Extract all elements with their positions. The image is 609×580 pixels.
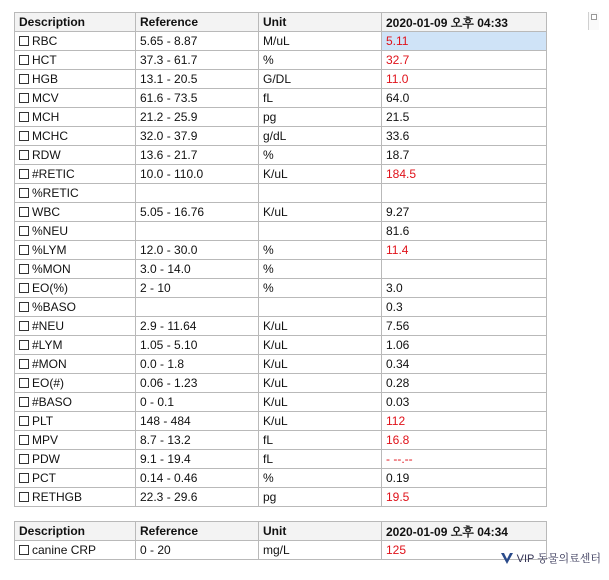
row-reference: 0.14 - 0.46 (140, 471, 198, 485)
row-unit: K/uL (263, 167, 288, 181)
row-reference-cell (136, 146, 259, 165)
header-description[interactable]: Description (15, 522, 136, 541)
row-description-cell (15, 241, 136, 260)
logo-text: VIP 동물의료센터 (516, 553, 601, 565)
scroll-thumb[interactable] (591, 14, 597, 20)
row-unit-cell (259, 70, 382, 89)
row-description-cell (15, 51, 136, 70)
row-description: RETHGB (32, 490, 83, 504)
row-unit: g/dL (263, 129, 287, 143)
row-checkbox[interactable] (19, 283, 29, 293)
row-description: #BASO (32, 395, 73, 409)
table-row[interactable] (15, 203, 547, 222)
row-checkbox[interactable] (19, 302, 29, 312)
table-row[interactable] (15, 488, 547, 507)
row-reference: 9.1 - 19.4 (140, 452, 191, 466)
row-reference: 13.1 - 20.5 (140, 72, 198, 86)
row-value-cell (382, 89, 547, 108)
row-checkbox[interactable] (19, 359, 29, 369)
row-description-cell (15, 374, 136, 393)
table-row[interactable] (15, 469, 547, 488)
row-description: EO(#) (32, 376, 65, 390)
row-reference-cell (136, 51, 259, 70)
header-timestamp[interactable]: 2020-01-09 오후 04:33 (382, 13, 547, 32)
row-unit-cell (259, 279, 382, 298)
row-checkbox[interactable] (19, 454, 29, 464)
row-description-cell (15, 355, 136, 374)
row-value: 0.28 (386, 376, 410, 390)
row-checkbox[interactable] (19, 207, 29, 217)
row-reference-cell (136, 336, 259, 355)
row-description-cell (15, 32, 136, 51)
row-reference: 5.65 - 8.87 (140, 34, 198, 48)
row-unit: K/uL (263, 205, 288, 219)
row-description: PCT (32, 471, 56, 485)
table-row[interactable] (15, 146, 547, 165)
row-value-cell (382, 469, 547, 488)
row-description: EO(%) (32, 281, 68, 295)
row-checkbox[interactable] (19, 340, 29, 350)
row-value: 21.5 (386, 110, 410, 124)
row-value: 3.0 (386, 281, 403, 295)
row-description: HGB (32, 72, 59, 86)
row-reference-cell (136, 222, 259, 241)
row-unit-cell (259, 355, 382, 374)
header-unit[interactable]: Unit (259, 522, 382, 541)
row-value: 184.5 (386, 167, 417, 181)
row-description: %MON (32, 262, 71, 276)
table-row[interactable] (15, 241, 547, 260)
row-checkbox[interactable] (19, 169, 29, 179)
row-reference-cell (136, 127, 259, 146)
row-unit-cell (259, 165, 382, 184)
row-unit: K/uL (263, 338, 288, 352)
row-unit-cell (259, 51, 382, 70)
table-row[interactable] (15, 70, 547, 89)
row-description: WBC (32, 205, 60, 219)
row-description-cell (15, 222, 136, 241)
row-reference: 37.3 - 61.7 (140, 53, 198, 67)
row-value-cell (382, 298, 547, 317)
row-unit-cell (259, 431, 382, 450)
row-unit-cell (259, 374, 382, 393)
row-unit: pg (263, 490, 277, 504)
row-reference: 2 - 10 (140, 281, 171, 295)
row-value-cell (382, 51, 547, 70)
row-checkbox[interactable] (19, 545, 29, 555)
row-unit-cell (259, 469, 382, 488)
table-row[interactable] (15, 450, 547, 469)
row-value: 19.5 (386, 490, 410, 504)
row-value: 81.6 (386, 224, 410, 238)
row-reference-cell (136, 298, 259, 317)
row-description: %NEU (32, 224, 69, 238)
row-reference: 3.0 - 14.0 (140, 262, 191, 276)
row-unit: pg (263, 110, 277, 124)
row-value-cell (382, 355, 547, 374)
row-description-cell (15, 393, 136, 412)
row-reference-cell (136, 279, 259, 298)
row-reference-cell (136, 488, 259, 507)
table-row[interactable] (15, 260, 547, 279)
row-reference-cell (136, 450, 259, 469)
row-reference-cell (136, 108, 259, 127)
table-row[interactable] (15, 108, 547, 127)
row-description-cell (15, 146, 136, 165)
table-row[interactable] (15, 336, 547, 355)
row-checkbox[interactable] (19, 55, 29, 65)
row-reference: 13.6 - 21.7 (140, 148, 198, 162)
row-unit-cell (259, 203, 382, 222)
row-reference: 61.6 - 73.5 (140, 91, 198, 105)
row-checkbox[interactable] (19, 226, 29, 236)
row-checkbox[interactable] (19, 321, 29, 331)
row-reference-cell (136, 165, 259, 184)
row-value: 125 (386, 543, 407, 557)
row-unit: % (263, 262, 274, 276)
row-description: PDW (32, 452, 60, 466)
row-description-cell (15, 89, 136, 108)
row-value: 32.7 (386, 53, 410, 67)
row-unit: fL (263, 91, 274, 105)
row-value: 18.7 (386, 148, 410, 162)
row-description-cell (15, 336, 136, 355)
clinic-logo (500, 550, 601, 566)
row-reference-cell (136, 412, 259, 431)
row-unit: K/uL (263, 376, 288, 390)
row-checkbox[interactable] (19, 435, 29, 445)
row-unit-cell (259, 241, 382, 260)
results-table-cbc (14, 12, 547, 507)
row-unit-cell (259, 146, 382, 165)
header-row (15, 522, 547, 541)
row-description: #LYM (32, 338, 63, 352)
row-unit: M/uL (263, 34, 290, 48)
row-value-cell (382, 488, 547, 507)
row-unit: mg/L (263, 543, 290, 557)
row-description: %LYM (32, 243, 67, 257)
table-row[interactable] (15, 51, 547, 70)
row-reference: 0.06 - 1.23 (140, 376, 198, 390)
row-reference: 1.05 - 5.10 (140, 338, 198, 352)
table-row[interactable] (15, 184, 547, 203)
row-value-cell (382, 70, 547, 89)
row-unit-cell (259, 393, 382, 412)
row-value: 9.27 (386, 205, 410, 219)
row-description: PLT (32, 414, 54, 428)
row-unit: fL (263, 452, 274, 466)
row-value-cell (382, 260, 547, 279)
row-reference-cell (136, 393, 259, 412)
row-reference: 10.0 - 110.0 (140, 167, 204, 181)
row-description-cell (15, 317, 136, 336)
row-checkbox[interactable] (19, 397, 29, 407)
row-description: MCHC (32, 129, 68, 143)
row-description: %RETIC (32, 186, 79, 200)
row-value-cell (382, 184, 547, 203)
row-description: RDW (32, 148, 61, 162)
row-unit: G/DL (263, 72, 292, 86)
table-row[interactable] (15, 541, 547, 560)
row-unit: K/uL (263, 357, 288, 371)
row-description-cell (15, 184, 136, 203)
header-reference[interactable]: Reference (136, 13, 259, 32)
row-unit: K/uL (263, 319, 288, 333)
scrollbar[interactable] (588, 12, 599, 30)
row-value: 33.6 (386, 129, 410, 143)
row-value: - --.-- (386, 452, 413, 466)
row-description: #RETIC (32, 167, 75, 181)
row-description-cell (15, 260, 136, 279)
row-checkbox[interactable] (19, 416, 29, 426)
row-reference-cell (136, 260, 259, 279)
row-value-cell (382, 165, 547, 184)
row-value-cell (382, 374, 547, 393)
row-reference-cell (136, 241, 259, 260)
row-reference-cell (136, 89, 259, 108)
header-row (15, 13, 547, 32)
row-description: MPV (32, 433, 59, 447)
row-description-cell (15, 469, 136, 488)
row-checkbox[interactable] (19, 36, 29, 46)
row-reference-cell (136, 70, 259, 89)
row-description-cell (15, 488, 136, 507)
row-value-cell (382, 222, 547, 241)
table-row[interactable] (15, 317, 547, 336)
header-unit[interactable]: Unit (259, 13, 382, 32)
row-value-cell (382, 412, 547, 431)
row-checkbox[interactable] (19, 264, 29, 274)
row-unit: % (263, 148, 274, 162)
row-value: 11.4 (386, 243, 409, 257)
row-description-cell (15, 279, 136, 298)
table-row[interactable] (15, 222, 547, 241)
row-value: 0.03 (386, 395, 410, 409)
row-value-cell (382, 127, 547, 146)
row-unit-cell (259, 412, 382, 431)
row-checkbox[interactable] (19, 74, 29, 84)
row-reference: 0.0 - 1.8 (140, 357, 185, 371)
table-row[interactable] (15, 393, 547, 412)
row-unit-cell (259, 184, 382, 203)
table-row[interactable] (15, 279, 547, 298)
row-unit-cell (259, 260, 382, 279)
row-checkbox[interactable] (19, 93, 29, 103)
logo-icon (500, 551, 514, 565)
row-description-cell (15, 450, 136, 469)
row-reference: 0 - 0.1 (140, 395, 175, 409)
row-reference-cell (136, 32, 259, 51)
row-checkbox[interactable] (19, 112, 29, 122)
row-description: #NEU (32, 319, 65, 333)
row-checkbox[interactable] (19, 473, 29, 483)
row-checkbox[interactable] (19, 150, 29, 160)
row-value: 112 (386, 414, 406, 428)
row-value-cell (382, 393, 547, 412)
row-value-cell (382, 431, 547, 450)
row-description: #MON (32, 357, 67, 371)
row-value: 64.0 (386, 91, 410, 105)
row-description-cell (15, 541, 136, 560)
row-value-cell (382, 203, 547, 222)
row-reference: 0 - 20 (140, 543, 171, 557)
row-reference-cell (136, 469, 259, 488)
row-reference: 22.3 - 29.6 (140, 490, 198, 504)
row-description: MCH (32, 110, 60, 124)
row-checkbox[interactable] (19, 188, 29, 198)
table-row[interactable] (15, 412, 547, 431)
table-row[interactable] (15, 127, 547, 146)
row-unit-cell (259, 127, 382, 146)
row-reference: 2.9 - 11.64 (140, 319, 197, 333)
row-description-cell (15, 165, 136, 184)
row-value: 11.0 (386, 72, 409, 86)
row-unit-cell (259, 222, 382, 241)
row-reference-cell (136, 184, 259, 203)
row-checkbox[interactable] (19, 378, 29, 388)
row-unit-cell (259, 541, 382, 560)
row-value-cell (382, 241, 547, 260)
row-reference-cell (136, 374, 259, 393)
table-row[interactable] (15, 165, 547, 184)
row-checkbox[interactable] (19, 245, 29, 255)
row-unit: fL (263, 433, 274, 447)
row-value-cell (382, 108, 547, 127)
row-unit: K/uL (263, 414, 288, 428)
row-value: 0.19 (386, 471, 410, 485)
row-unit: % (263, 471, 274, 485)
row-value: 0.3 (386, 300, 403, 314)
table-row[interactable] (15, 89, 547, 108)
table-row[interactable] (15, 298, 547, 317)
table-row[interactable] (15, 32, 547, 51)
row-reference: 32.0 - 37.9 (140, 129, 198, 143)
row-reference: 8.7 - 13.2 (140, 433, 191, 447)
row-description-cell (15, 127, 136, 146)
row-description-cell (15, 298, 136, 317)
table-row[interactable] (15, 374, 547, 393)
row-reference-cell (136, 317, 259, 336)
row-value: 0.34 (386, 357, 410, 371)
row-value-cell (382, 146, 547, 165)
row-value-cell (382, 450, 547, 469)
header-reference[interactable]: Reference (136, 522, 259, 541)
row-reference: 5.05 - 16.76 (140, 205, 205, 219)
row-value: 16.8 (386, 433, 410, 447)
row-description-cell (15, 108, 136, 127)
row-reference-cell (136, 203, 259, 222)
row-description-cell (15, 70, 136, 89)
row-reference-cell (136, 431, 259, 450)
row-unit-cell (259, 89, 382, 108)
row-value-cell (382, 279, 547, 298)
row-value: 1.06 (386, 338, 410, 352)
row-unit: % (263, 243, 274, 257)
row-description-cell (15, 412, 136, 431)
row-unit-cell (259, 317, 382, 336)
row-description: HCT (32, 53, 57, 67)
row-unit-cell (259, 298, 382, 317)
row-unit-cell (259, 32, 382, 51)
row-description-cell (15, 203, 136, 222)
row-value-cell (382, 336, 547, 355)
row-checkbox[interactable] (19, 492, 29, 502)
row-reference: 12.0 - 30.0 (140, 243, 198, 257)
row-unit: K/uL (263, 395, 288, 409)
row-unit: % (263, 53, 274, 67)
row-description: RBC (32, 34, 58, 48)
row-value: 5.11 (386, 34, 409, 48)
header-timestamp[interactable]: 2020-01-09 오후 04:34 (382, 522, 547, 541)
row-reference-cell (136, 355, 259, 374)
row-value: 7.56 (386, 319, 410, 333)
header-description[interactable]: Description (15, 13, 136, 32)
row-unit: % (263, 281, 274, 295)
row-value-cell (382, 317, 547, 336)
row-unit-cell (259, 336, 382, 355)
row-value-cell (382, 32, 547, 51)
row-description-cell (15, 431, 136, 450)
row-unit-cell (259, 488, 382, 507)
row-unit-cell (259, 108, 382, 127)
row-description: MCV (32, 91, 59, 105)
row-description: canine CRP (32, 543, 97, 557)
row-reference: 21.2 - 25.9 (140, 110, 198, 124)
results-table-crp (14, 521, 547, 560)
table-row[interactable] (15, 431, 547, 450)
row-description: %BASO (32, 300, 77, 314)
row-reference-cell (136, 541, 259, 560)
row-checkbox[interactable] (19, 131, 29, 141)
row-reference: 148 - 484 (140, 414, 191, 428)
row-unit-cell (259, 450, 382, 469)
table-row[interactable] (15, 355, 547, 374)
